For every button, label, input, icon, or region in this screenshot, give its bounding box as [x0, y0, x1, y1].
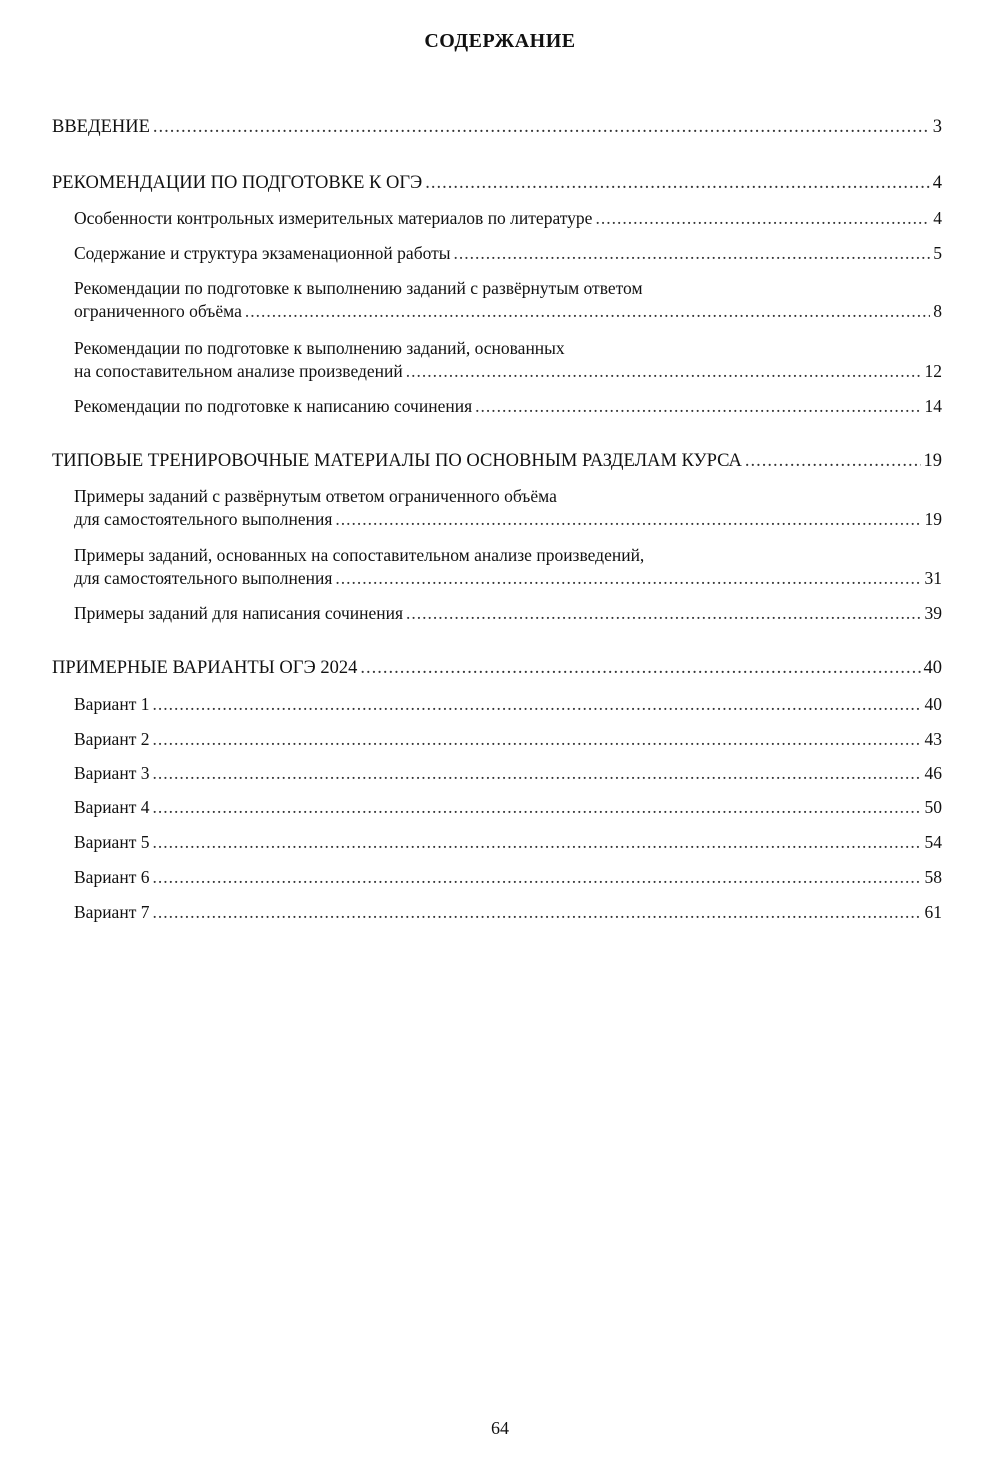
- toc-entry: [74, 867, 942, 890]
- dot-leader: [152, 763, 921, 784]
- dot-leader: [475, 396, 921, 417]
- toc-entry-title: для самостоятельного выполнения: [74, 568, 333, 588]
- toc-entry-title: ограниченного объёма: [74, 301, 242, 321]
- toc-entry: [74, 902, 942, 925]
- dot-leader: [152, 902, 921, 923]
- toc-entry-title: Рекомендации по подготовке к выполнению заданий, основанных: [74, 338, 565, 358]
- toc-entry-title: Вариант 7: [74, 902, 150, 922]
- dot-leader: [406, 361, 922, 382]
- toc-entry-page: 50: [924, 797, 942, 817]
- toc-entry-page: 14: [924, 396, 942, 416]
- toc-entry-page: 40: [923, 658, 942, 678]
- toc-entry: [74, 278, 942, 324]
- dot-leader: [245, 301, 930, 322]
- toc-entry-page: 61: [924, 902, 942, 922]
- dot-leader: [152, 832, 921, 853]
- toc-entry-title: на сопоставительном анализе произведений: [74, 361, 403, 381]
- toc-entry-title: для самостоятельного выполнения: [74, 509, 333, 529]
- toc-entry-page: 8: [933, 301, 942, 321]
- toc-entry-page: 31: [924, 568, 942, 588]
- dot-leader: [153, 117, 930, 138]
- toc-entry: [74, 243, 942, 266]
- toc-entry-title: Примеры заданий, основанных на сопоставительном анализе произведений,: [74, 545, 645, 565]
- toc-entry-title: Содержание и структура экзаменационной работы: [74, 243, 451, 263]
- toc-entry-title: РЕКОМЕНДАЦИИ ПО ПОДГОТОВКЕ К ОГЭ: [52, 173, 423, 193]
- toc-entry-title: Вариант 2: [74, 729, 150, 749]
- toc-entry-page: 3: [932, 117, 942, 137]
- toc-entry-page: 58: [924, 867, 942, 887]
- page-number: 64: [491, 1418, 509, 1438]
- toc-entry: [74, 763, 942, 786]
- toc-entry: [52, 117, 942, 140]
- toc-entry-page: 4: [933, 208, 942, 228]
- toc-entry-title: Вариант 3: [74, 763, 150, 783]
- toc-entry: [74, 603, 942, 626]
- dot-leader: [152, 729, 921, 750]
- dot-leader: [595, 208, 930, 229]
- dot-leader: [152, 797, 921, 818]
- dot-leader: [745, 451, 921, 472]
- toc-entry-page: 19: [924, 509, 942, 529]
- dot-leader: [335, 509, 921, 530]
- toc-entry-page: 12: [924, 361, 942, 381]
- toc-entry: [74, 694, 942, 717]
- toc-entry: [52, 658, 942, 681]
- toc-entry-title: Вариант 4: [74, 797, 150, 817]
- toc-entry-page: 19: [923, 451, 942, 471]
- toc-entry-title: ТИПОВЫЕ ТРЕНИРОВОЧНЫЕ МАТЕРИАЛЫ ПО ОСНОВНЫМ РАЗДЕЛАМ КУРСА: [52, 451, 742, 471]
- toc-entry-title: Рекомендации по подготовке к выполнению заданий с развёрнутым ответом: [74, 278, 643, 298]
- dot-leader: [152, 867, 921, 888]
- toc-entry-page: 54: [924, 832, 942, 852]
- toc-entry-page: 4: [932, 173, 942, 193]
- dot-leader: [406, 603, 921, 624]
- dot-leader: [152, 694, 921, 715]
- toc-entry: [74, 486, 942, 532]
- toc-entry-page: 39: [924, 603, 942, 623]
- toc-entry-title: ВВЕДЕНИЕ: [52, 117, 150, 137]
- toc-entry: [74, 338, 942, 384]
- dot-leader: [360, 658, 920, 679]
- toc-entry: [74, 396, 942, 419]
- page-title: СОДЕРЖАНИЕ: [424, 30, 576, 52]
- toc-entry-title: Вариант 1: [74, 694, 150, 714]
- toc-entry: [74, 729, 942, 752]
- toc-entry: [74, 208, 942, 231]
- toc-entry-page: 46: [924, 763, 942, 783]
- dot-leader: [425, 173, 930, 194]
- toc-entry: [74, 545, 942, 591]
- toc-entry: [52, 451, 942, 474]
- toc-entry-title: Особенности контрольных измерительных материалов по литературе: [74, 208, 593, 228]
- toc-entry-page: 5: [933, 243, 942, 263]
- toc-entry-title: ПРИМЕРНЫЕ ВАРИАНТЫ ОГЭ 2024: [52, 658, 358, 678]
- dot-leader: [454, 243, 931, 264]
- toc-entry-title: Вариант 5: [74, 832, 150, 852]
- toc-entry: [52, 173, 942, 196]
- toc-entry-title: Примеры заданий для написания сочинения: [74, 603, 404, 623]
- toc-entry-title: Примеры заданий с развёрнутым ответом ограниченного объёма: [74, 486, 557, 506]
- dot-leader: [335, 568, 921, 589]
- toc-entry-page: 40: [924, 694, 942, 714]
- toc-entry-page: 43: [924, 729, 942, 749]
- toc-entry-title: Рекомендации по подготовке к написанию сочинения: [74, 396, 473, 416]
- toc-entry: [74, 797, 942, 820]
- toc-entry: [74, 832, 942, 855]
- toc-entry-title: Вариант 6: [74, 867, 150, 887]
